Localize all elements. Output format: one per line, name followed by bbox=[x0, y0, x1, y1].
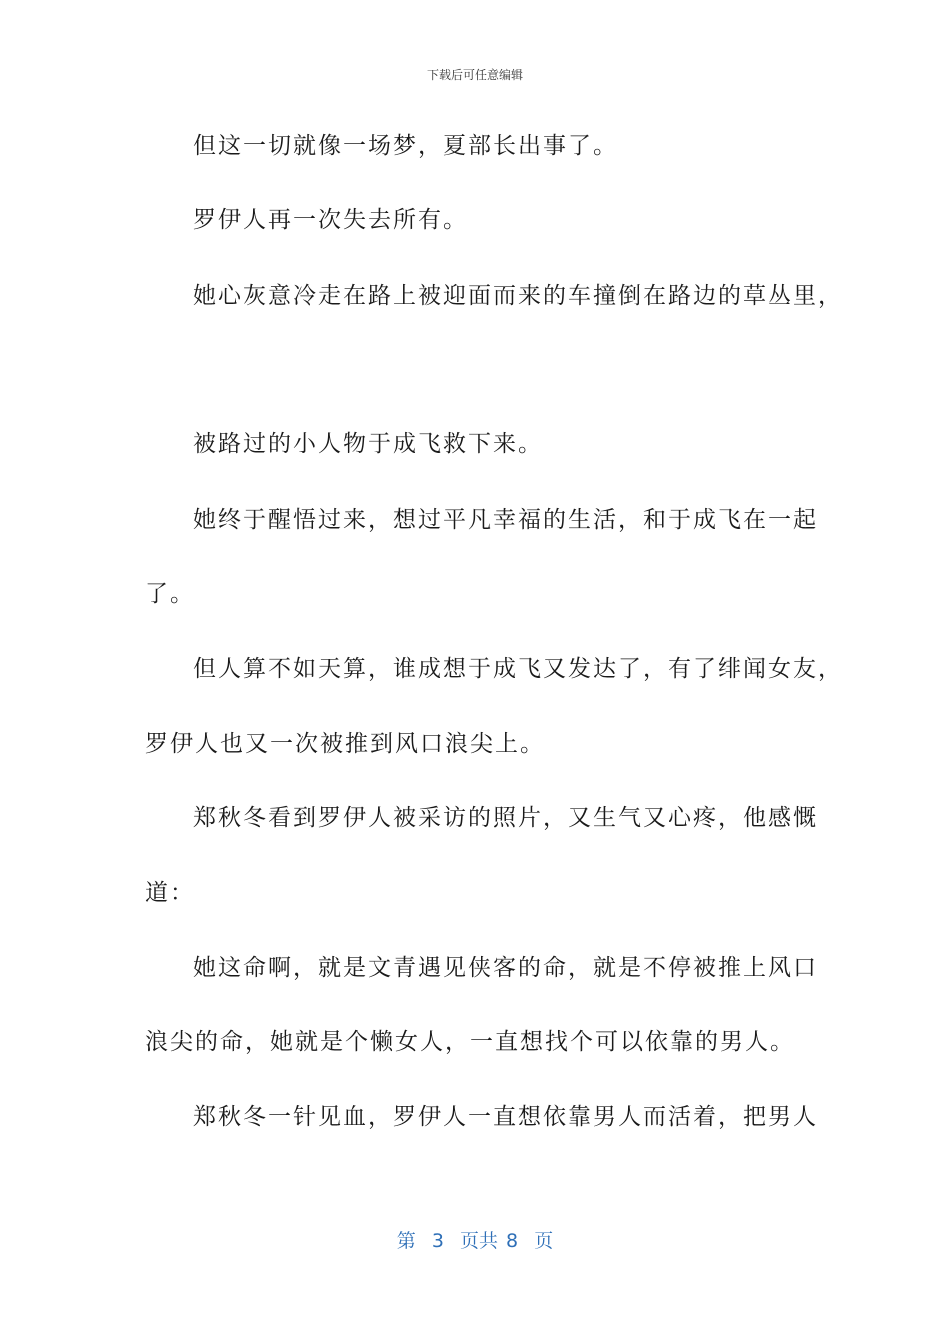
text-line: 罗伊人也又一次被推到风口浪尖上。 bbox=[145, 731, 545, 757]
text-line: 了。 bbox=[145, 581, 195, 607]
text-line: 被路过的小人物于成飞救下来。 bbox=[193, 431, 543, 457]
header-note: 下载后可任意编辑 bbox=[426, 68, 523, 82]
text-line: 罗伊人再一次失去所有。 bbox=[193, 207, 468, 233]
text-line: 她这命啊，就是文青遇见侠客的命，就是不停被推上风口 bbox=[193, 955, 818, 981]
text-line: 但人算不如天算，谁成想于成飞又发达了，有了绯闻女友， bbox=[193, 656, 843, 682]
text-line: 她终于醒悟过来，想过平凡幸福的生活，和于成飞在一起 bbox=[193, 507, 818, 533]
text-line: 道： bbox=[145, 880, 195, 906]
page-number-footer: 第 3 页共 8 页 bbox=[396, 1230, 554, 1252]
text-line: 浪尖的命，她就是个懒女人，一直想找个可以依靠的男人。 bbox=[145, 1029, 795, 1055]
text-line: 但这一切就像一场梦，夏部长出事了。 bbox=[193, 133, 618, 159]
text-line: 郑秋冬看到罗伊人被采访的照片，又生气又心疼，他感慨 bbox=[193, 805, 818, 831]
text-line: 郑秋冬一针见血，罗伊人一直想依靠男人而活着，把男人 bbox=[193, 1104, 818, 1130]
text-line: 她心灰意冷走在路上被迎面而来的车撞倒在路边的草丛里， bbox=[193, 283, 843, 309]
